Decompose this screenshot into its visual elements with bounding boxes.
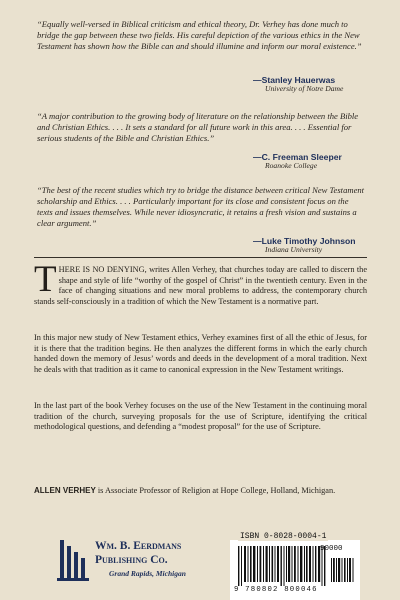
blurb-author-org: University of Notre Dame: [265, 84, 344, 93]
barcode-price-code: 90000: [320, 545, 343, 553]
description-lead: HERE IS NO DENYING,: [58, 265, 147, 274]
blurb-quote: “Equally well-versed in Biblical criticism and ethical theory, Dr. Verhey has done much to bridge the gap between these two fields. His careful depiction of the various ethics in the New Testament has shown how the Bible can and should illumine and inform our moral existence.”: [37, 19, 362, 51]
blurb-author-org: Indiana University: [265, 245, 323, 254]
publisher-logo: [57, 538, 207, 584]
description-p2-text: In this major new study of New Testament ethics, Verhey examines first of all the ethic of Jesus, for it is there that the tradition begins. He then analyzes the different forms in which the early church handed down the memory of Jesus’ words and deeds in the development of a moral tradition. Next he deals with that tradition as it came to canonical expression in the New Testament writings.: [34, 333, 367, 374]
barcode-ean-number: 9 780802 800046: [234, 586, 318, 594]
isbn-text: ISBN 0-8028-0004-1: [240, 532, 327, 541]
blurb-quote: “A major contribution to the growing body of literature on the relationship between the Bible and Christian Ethics. . . . It sets a standard for all future work in this area. . . . Essential for serious students of the Bible and Christian Ethics.”: [37, 111, 359, 143]
blurb-author-name: —C. Freeman Sleeper: [253, 152, 342, 162]
description-p3-text: In the last part of the book Verhey focuses on the use of the New Testament in the continuing moral tradition of the church, surveying proposals for the use of Scripture, identifying the critical methodological questions, and defending a “modest proposal” for the use of Scripture.: [34, 401, 367, 432]
blurb-author-name: —Luke Timothy Johnson: [253, 236, 356, 246]
description-paragraph-3: [34, 401, 367, 433]
description-paragraph-2: [34, 333, 367, 375]
blurb-author-name: —Stanley Hauerwas: [253, 75, 336, 85]
publisher-name-line1: Wm. B. Eerdmans: [95, 540, 182, 552]
author-name: ALLEN VERHEY: [34, 486, 96, 495]
publisher-emblem-icon: [57, 538, 93, 584]
description-paragraph-1: [34, 259, 368, 307]
blurb-author-org: Roanoke College: [265, 161, 318, 170]
blurb-sleeper: [37, 111, 365, 144]
publisher-location: Grand Rapids, Michigan: [109, 569, 186, 578]
blurb-attribution: [253, 236, 393, 254]
description-p1-text: writes Allen Verhey, that churches today are called to discern the shape and style of life “worthy of the gospel of Christ” in the twentieth century. Even in the face of changing situations and new moral problems to address, the contemporary church stands self-consciously in a tradition of which the New Testament is a normative part.: [34, 265, 368, 306]
blurb-hauerwas: [37, 19, 365, 52]
blurb-johnson: [37, 185, 365, 229]
divider-rule: [34, 257, 367, 258]
blurb-attribution: [253, 152, 393, 170]
author-bio: [34, 486, 367, 497]
publisher-name-line2: Publishing Co.: [95, 554, 168, 566]
blurb-quote: “The best of the recent studies which try to bridge the distance between critical New Testament scholarship and Ethics. . . . Particularly important for its close and consistent focus on the texts and issues themselves. While never idiosyncratic, it retains a fresh vision and sustains a clear argument.”: [37, 185, 365, 228]
blurb-attribution: [253, 75, 393, 93]
author-bio-text: is Associate Professor of Religion at Hope College, Holland, Michigan.: [95, 486, 336, 495]
drop-cap: T: [34, 259, 57, 300]
